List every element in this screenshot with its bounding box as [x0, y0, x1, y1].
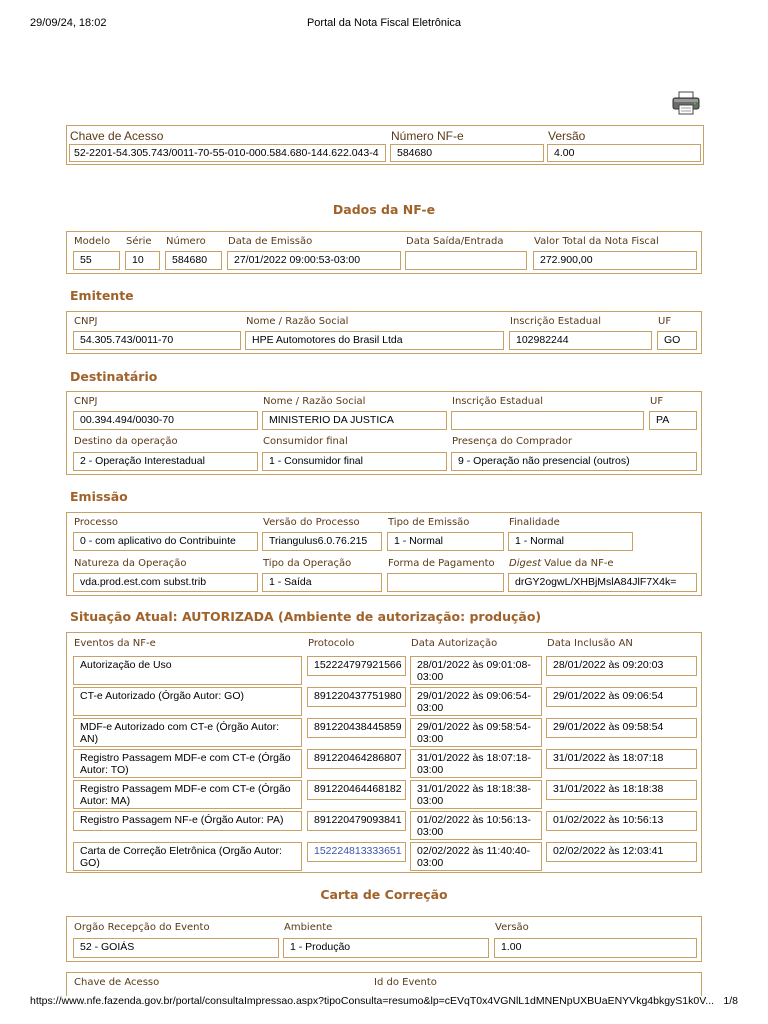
- modelo-value: 55: [73, 251, 120, 270]
- numero-nfe-label: Número NF-e: [391, 129, 464, 143]
- carta-chave-box: [66, 972, 702, 996]
- emitente-title: Emitente: [70, 288, 134, 303]
- orgao-recepcao-value: 52 - GOIÁS: [73, 938, 279, 958]
- data-inclusao-cell: 02/02/2022 às 12:03:41: [546, 842, 697, 862]
- emitente-box: [66, 311, 702, 354]
- versao-value: 4.00: [547, 144, 701, 162]
- data-autorizacao-header: Data Autorização: [411, 638, 498, 649]
- numero-nfe-value: 584680: [390, 144, 544, 162]
- chave-acesso-label: Chave de Acesso: [70, 129, 164, 143]
- natureza-operacao-value: vda.prod.est.com subst.trib: [73, 573, 258, 592]
- finalidade-value: 1 - Normal: [508, 532, 633, 551]
- print-footer: [30, 995, 738, 1009]
- carta-chave-label: Chave de Acesso: [74, 977, 160, 988]
- evento-cell: Registro Passagem MDF-e com CT-e (Órgão Autor: MA): [73, 780, 302, 809]
- processo-label: Processo: [74, 517, 119, 528]
- data-autorizacao-cell: 31/01/2022 às 18:18:38-03:00: [410, 780, 542, 809]
- emissao-box: [66, 512, 702, 596]
- emitente-nome-value: HPE Automotores do Brasil Ltda: [245, 331, 504, 350]
- tipo-operacao-label: Tipo da Operação: [263, 558, 352, 569]
- protocolo-cell: 891220479093841: [307, 811, 406, 831]
- print-header: [30, 17, 738, 31]
- protocolo-link[interactable]: 152224813333651: [307, 842, 406, 862]
- protocolo-cell: 152224797921566: [307, 656, 406, 676]
- data-autorizacao-cell: 01/02/2022 às 10:56:13-03:00: [410, 811, 542, 840]
- presenca-comprador-label: Presença do Comprador: [452, 436, 573, 447]
- digest-value: drGY2ogwL/XHBjMslA84JlF7X4k=: [508, 573, 697, 592]
- data-inclusao-cell: 29/01/2022 às 09:58:54: [546, 718, 697, 738]
- orgao-recepcao-label: Orgão Recepção do Evento: [74, 922, 210, 933]
- print-datetime: 29/09/24, 18:02: [30, 17, 107, 29]
- data-emissao-value: 27/01/2022 09:00:53-03:00: [227, 251, 401, 270]
- print-title: Portal da Nota Fiscal Eletrônica: [306, 17, 462, 29]
- dados-nfe-box: [66, 231, 702, 274]
- serie-value: 10: [125, 251, 160, 270]
- numero-label: Número: [166, 236, 206, 247]
- tipo-emissao-label: Tipo de Emissão: [388, 517, 470, 528]
- dest-nome-label: Nome / Razão Social: [263, 396, 366, 407]
- finalidade-label: Finalidade: [509, 517, 560, 528]
- carta-correcao-title: Carta de Correção: [320, 887, 448, 902]
- situacao-box: [66, 632, 702, 873]
- emitente-uf-label: UF: [658, 316, 672, 327]
- situacao-title: Situação Atual: AUTORIZADA (Ambiente de autorização: produção): [70, 609, 542, 624]
- digest-value-label: [509, 558, 614, 569]
- digest-label-rest: Value da NF-e: [541, 558, 614, 569]
- data-inclusao-cell: 31/01/2022 às 18:07:18: [546, 749, 697, 769]
- presenca-comprador-value: 9 - Operação não presencial (outros): [451, 452, 697, 471]
- destino-operacao-label: Destino da operação: [74, 436, 178, 447]
- numero-value: 584680: [165, 251, 222, 270]
- dest-nome-value: MINISTERIO DA JUSTICA: [262, 411, 447, 430]
- data-inclusao-cell: 31/01/2022 às 18:18:38: [546, 780, 697, 800]
- dest-uf-value: PA: [649, 411, 697, 430]
- carta-versao-value: 1.00: [494, 938, 697, 958]
- data-saida-value: [405, 251, 527, 270]
- valor-total-label: Valor Total da Nota Fiscal: [534, 236, 659, 247]
- tipo-operacao-value: 1 - Saída: [262, 573, 382, 592]
- emitente-uf-value: GO: [657, 331, 697, 350]
- evento-cell: CT-e Autorizado (Órgão Autor: GO): [73, 687, 302, 716]
- emitente-cnpj-label: CNPJ: [74, 316, 98, 327]
- data-autorizacao-cell: 02/02/2022 às 11:40:40-03:00: [410, 842, 542, 871]
- access-key-box: [66, 125, 704, 165]
- protocolo-cell: 891220437751980: [307, 687, 406, 707]
- protocolo-cell: 891220464286807: [307, 749, 406, 769]
- ambiente-value: 1 - Produção: [283, 938, 489, 958]
- dados-nfe-title: Dados da NF-e: [332, 202, 436, 217]
- data-inclusao-header: Data Inclusão AN: [547, 638, 633, 649]
- data-saida-label: Data Saída/Entrada: [406, 236, 504, 247]
- page-number: 1/8: [723, 995, 738, 1007]
- dest-cnpj-value: 00.394.494/0030-70: [73, 411, 258, 430]
- emitente-ie-label: Inscrição Estadual: [510, 316, 601, 327]
- evento-cell: MDF-e Autorizado com CT-e (Órgão Autor: AN): [73, 718, 302, 747]
- destinatario-box: [66, 391, 702, 475]
- versao-processo-label: Versão do Processo: [263, 517, 360, 528]
- valor-total-value: 272.900,00: [533, 251, 697, 270]
- versao-label: Versão: [548, 129, 586, 143]
- protocolo-cell: 891220438445859: [307, 718, 406, 738]
- id-evento-label: Id do Evento: [374, 977, 437, 988]
- data-autorizacao-cell: 28/01/2022 às 09:01:08-03:00: [410, 656, 542, 685]
- data-autorizacao-cell: 29/01/2022 às 09:06:54-03:00: [410, 687, 542, 716]
- carta-correcao-box: [66, 916, 702, 962]
- evento-cell: Registro Passagem MDF-e com CT-e (Órgão Autor: TO): [73, 749, 302, 778]
- evento-cell: Autorização de Uso: [73, 656, 302, 685]
- emitente-cnpj-value: 54.305.743/0011-70: [73, 331, 241, 350]
- data-inclusao-cell: 01/02/2022 às 10:56:13: [546, 811, 697, 831]
- data-inclusao-cell: 28/01/2022 às 09:20:03: [546, 656, 697, 676]
- protocolo-cell: 891220464468182: [307, 780, 406, 800]
- data-autorizacao-cell: 31/01/2022 às 18:07:18-03:00: [410, 749, 542, 778]
- dest-cnpj-label: CNPJ: [74, 396, 98, 407]
- evento-cell: Carta de Correção Eletrônica (Orgão Autor: GO): [73, 842, 302, 871]
- emissao-title: Emissão: [70, 489, 128, 504]
- ambiente-label: Ambiente: [284, 922, 333, 933]
- chave-acesso-value: 52-2201-54.305.743/0011-70-55-010-000.584.680-144.622.043-4: [69, 144, 386, 162]
- dest-ie-value: [451, 411, 644, 430]
- destinatario-title: Destinatário: [70, 369, 158, 384]
- dest-ie-label: Inscrição Estadual: [452, 396, 543, 407]
- tipo-emissao-value: 1 - Normal: [387, 532, 504, 551]
- dest-uf-label: UF: [650, 396, 664, 407]
- evento-cell: Registro Passagem NF-e (Órgão Autor: PA): [73, 811, 302, 831]
- printer-icon[interactable]: [671, 91, 701, 115]
- versao-processo-value: Triangulus6.0.76.215: [262, 532, 382, 551]
- digest-label-italic: Digest: [509, 558, 542, 569]
- carta-versao-label: Versão: [495, 922, 529, 933]
- modelo-label: Modelo: [74, 236, 111, 247]
- eventos-header: Eventos da NF-e: [74, 638, 156, 649]
- consumidor-final-label: Consumidor final: [263, 436, 348, 447]
- natureza-operacao-label: Natureza da Operação: [74, 558, 187, 569]
- forma-pagamento-value: [387, 573, 504, 592]
- data-emissao-label: Data de Emissão: [228, 236, 313, 247]
- serie-label: Série: [126, 236, 152, 247]
- emitente-nome-label: Nome / Razão Social: [246, 316, 349, 327]
- print-url: https://www.nfe.fazenda.gov.br/portal/consultaImpressao.aspx?tipoConsulta=resumo&lp=cEVqT0x4VGNlL1dMNENpUXBUaENYVkg4bkgyS1k0V...: [30, 995, 715, 1007]
- processo-value: 0 - com aplicativo do Contribuinte: [73, 532, 258, 551]
- protocolo-header: Protocolo: [308, 638, 355, 649]
- data-inclusao-cell: 29/01/2022 às 09:06:54: [546, 687, 697, 707]
- emitente-ie-value: 102982244: [509, 331, 652, 350]
- forma-pagamento-label: Forma de Pagamento: [388, 558, 495, 569]
- consumidor-final-value: 1 - Consumidor final: [262, 452, 447, 471]
- destino-operacao-value: 2 - Operação Interestadual: [73, 452, 258, 471]
- data-autorizacao-cell: 29/01/2022 às 09:58:54-03:00: [410, 718, 542, 747]
